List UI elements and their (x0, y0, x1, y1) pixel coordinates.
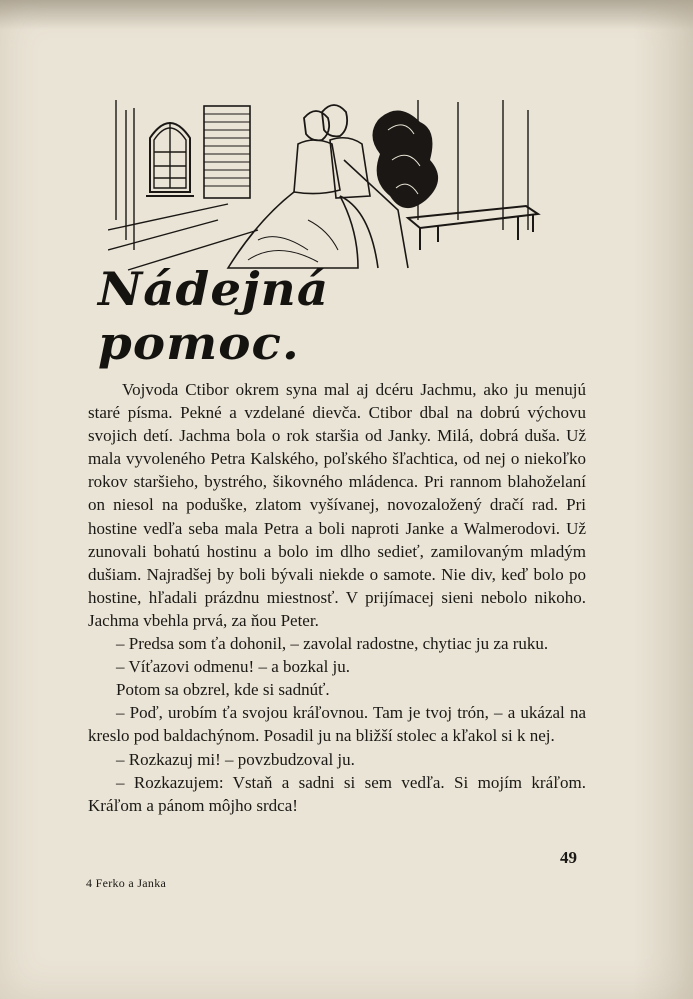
paragraph: Potom sa obzrel, kde si sadnúť. (116, 680, 330, 700)
chapter-title: Nádejná pomoc. (98, 262, 330, 370)
paragraph: – Rozkazuj mi! – povzbudzoval ju. (116, 749, 355, 769)
page-top-shadow (0, 0, 693, 30)
paragraph: – Víťazovi odmenu! – a bozkal ju. (116, 657, 351, 677)
page-edge (633, 0, 693, 999)
paragraph: – Poď, urobím ťa svojou kráľovnou. Tam je tvoj trón, – a ukázal na kreslo pod baldachýnom. Posadil ju na bližší stolec a kľakol si k nej. (88, 703, 586, 746)
paragraph: – Predsa som ťa dohonil, – zavolal radostne, chytiac ju za ruku. (116, 634, 549, 654)
printer-signature: 4 Ferko a Janka (86, 876, 167, 890)
paragraph: – Rozkazujem: Vstaň a sadni si sem vedľa. Si mojím kráľom. Kráľom a pánom môjho srdca! (88, 772, 586, 815)
chapter-text (88, 378, 586, 817)
paragraph: Vojvoda Ctibor okrem syna mal aj dcéru Jachmu, ako ju menujú staré písma. Pekné a vzdelané dievča. Ctibor dbal na dobrú výchovu svojich detí. Jachma bola o rok staršia od Janky. Milá, dobrá duša. Už mala vyvoleného Petra Kalského, poľského šľachtica, od nej o niekoľko rokov staršieho, bystrého, šikovného mládenca. Pri rannom blahoželaní on niesol na poduške, zlatom vyšívanej, novozaložený dračí rad. Pri hostine vedľa seba mala Petra a boli naproti Janke a Walmerodovi. Už zunovali bohatú hostinu a bolo im dlho sedieť, zamilovaným mladým dušiam. Najradšej by boli bývali niekde o samote. Nie div, keď bolo po hostine, hľadali prázdnu miestnosť. V prijímacej sieni nebolo nikoho. Jachma vbehla prvá, za ňou Peter. (88, 380, 586, 630)
page-number: 49 (560, 848, 577, 867)
couple-sitting-by-window-illustration (108, 100, 548, 280)
